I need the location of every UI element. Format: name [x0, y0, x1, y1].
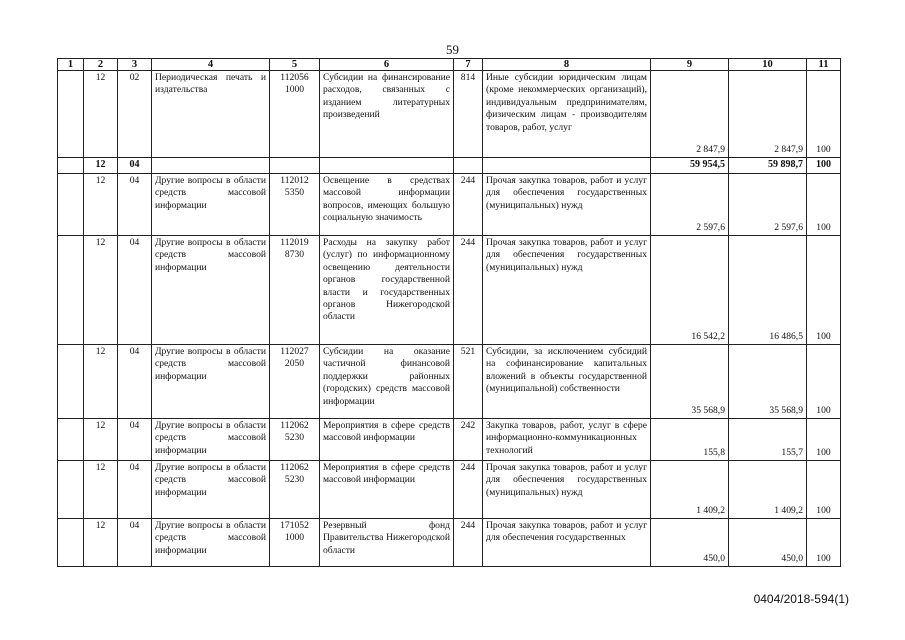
column-header: 8 — [483, 59, 651, 71]
cell-name: Другие вопросы в области средств массовой информации — [152, 174, 270, 236]
cell-col1 — [58, 158, 84, 174]
cell-percent: 100 — [807, 71, 841, 158]
budget-table — [57, 58, 841, 567]
cell-actual: 2 847,9 — [729, 71, 807, 158]
column-header: 1 — [58, 59, 84, 71]
cell-col1 — [58, 419, 84, 461]
column-header: 2 — [84, 59, 118, 71]
cell-name: Другие вопросы в области средств массовой информации — [152, 419, 270, 461]
subtotal-row — [58, 158, 841, 174]
cell-name: Другие вопросы в области средств массовой информации — [152, 519, 270, 567]
cell-target-code — [270, 158, 320, 174]
cell-percent: 100 — [807, 419, 841, 461]
cell-expense-type: 244 — [454, 519, 483, 567]
cell-target-code: 171052 1000 — [270, 519, 320, 567]
cell-section: 12 — [84, 236, 118, 345]
cell-target-code: 112056 1000 — [270, 71, 320, 158]
cell-expense-type: 244 — [454, 236, 483, 345]
cell-plan: 35 568,9 — [651, 345, 729, 419]
cell-percent: 100 — [807, 174, 841, 236]
cell-expense-name: Прочая закупка товаров, работ и услуг для обеспечения государственных — [483, 519, 651, 567]
cell-target-name: Субсидии на финансирование расходов, связанных с изданием литературных произведений — [320, 71, 454, 158]
cell-expense-name: Закупка товаров, работ, услуг в сфере информационно-коммуникационных технологий — [483, 419, 651, 461]
cell-plan: 155,8 — [651, 419, 729, 461]
cell-subsection: 02 — [118, 71, 152, 158]
page-number: 59 — [446, 42, 459, 57]
cell-percent: 100 — [807, 519, 841, 567]
cell-target-name: Освещение в средствах массовой информации вопросов, имеющих большую социальную значимость — [320, 174, 454, 236]
cell-name — [152, 158, 270, 174]
column-header: 6 — [320, 59, 454, 71]
cell-subsection: 04 — [118, 174, 152, 236]
column-header: 4 — [152, 59, 270, 71]
header-row — [58, 59, 841, 71]
cell-target-name: Расходы на закупку работ (услуг) по информационному освещению деятельности органов государственной власти и государственных органов Нижегородской области — [320, 236, 454, 345]
cell-section: 12 — [84, 519, 118, 567]
cell-subsection: 04 — [118, 519, 152, 567]
cell-expense-name: Субсидии, за исключением субсидий на софинансирование капитальных вложений в объекты государственной (муниципальной) собственности — [483, 345, 651, 419]
table-row — [58, 236, 841, 345]
cell-target-name: Резервный фонд Правительства Нижегородской области — [320, 519, 454, 567]
cell-percent: 100 — [807, 158, 841, 174]
cell-expense-type: 244 — [454, 174, 483, 236]
cell-plan: 16 542,2 — [651, 236, 729, 345]
cell-target-name: Мероприятия в сфере средств массовой информации — [320, 461, 454, 519]
cell-target-code: 112062 5230 — [270, 419, 320, 461]
cell-col1 — [58, 519, 84, 567]
cell-section: 12 — [84, 461, 118, 519]
cell-target-code: 112012 5350 — [270, 174, 320, 236]
cell-section: 12 — [84, 419, 118, 461]
document-code: 0404/2018-594(1) — [753, 592, 849, 606]
cell-col1 — [58, 345, 84, 419]
cell-col1 — [58, 236, 84, 345]
cell-col1 — [58, 71, 84, 158]
cell-percent: 100 — [807, 345, 841, 419]
cell-expense-name: Иные субсидии юридическим лицам (кроме некоммерческих организаций), индивидуальным предпринимателям, физическим лицам - производителям товаров, работ, услуг — [483, 71, 651, 158]
cell-actual: 155,7 — [729, 419, 807, 461]
column-header: 10 — [729, 59, 807, 71]
table-row — [58, 461, 841, 519]
cell-target-name: Субсидии на оказание частичной финансовой поддержки районных (городских) средств массовой информации — [320, 345, 454, 419]
cell-target-code: 112062 5230 — [270, 461, 320, 519]
cell-expense-type: 244 — [454, 461, 483, 519]
column-header: 7 — [454, 59, 483, 71]
cell-plan: 2 597,6 — [651, 174, 729, 236]
cell-col1 — [58, 461, 84, 519]
table-row — [58, 345, 841, 419]
cell-expense-type — [454, 158, 483, 174]
cell-name: Периодическая печать и издательства — [152, 71, 270, 158]
cell-section: 12 — [84, 71, 118, 158]
cell-actual: 1 409,2 — [729, 461, 807, 519]
cell-expense-type: 814 — [454, 71, 483, 158]
cell-percent: 100 — [807, 461, 841, 519]
cell-col1 — [58, 174, 84, 236]
column-header: 5 — [270, 59, 320, 71]
cell-subsection: 04 — [118, 461, 152, 519]
cell-plan: 2 847,9 — [651, 71, 729, 158]
cell-subsection: 04 — [118, 419, 152, 461]
cell-subsection: 04 — [118, 236, 152, 345]
table-row — [58, 71, 841, 158]
cell-expense-name: Прочая закупка товаров, работ и услуг для обеспечения государственных (муниципальных) нужд — [483, 236, 651, 345]
table-row — [58, 174, 841, 236]
cell-plan: 1 409,2 — [651, 461, 729, 519]
cell-target-code: 112019 8730 — [270, 236, 320, 345]
cell-expense-type: 242 — [454, 419, 483, 461]
cell-target-name — [320, 158, 454, 174]
cell-actual: 35 568,9 — [729, 345, 807, 419]
cell-actual: 2 597,6 — [729, 174, 807, 236]
table-row — [58, 519, 841, 567]
cell-name: Другие вопросы в области средств массовой информации — [152, 461, 270, 519]
cell-actual: 450,0 — [729, 519, 807, 567]
cell-expense-type: 521 — [454, 345, 483, 419]
cell-expense-name: Прочая закупка товаров, работ и услуг для обеспечения государственных (муниципальных) нужд — [483, 174, 651, 236]
cell-section: 12 — [84, 158, 118, 174]
cell-section: 12 — [84, 345, 118, 419]
table-row — [58, 419, 841, 461]
cell-plan: 59 954,5 — [651, 158, 729, 174]
cell-name: Другие вопросы в области средств массовой информации — [152, 236, 270, 345]
cell-plan: 450,0 — [651, 519, 729, 567]
cell-section: 12 — [84, 174, 118, 236]
cell-name: Другие вопросы в области средств массовой информации — [152, 345, 270, 419]
column-header: 11 — [807, 59, 841, 71]
cell-target-code: 112027 2050 — [270, 345, 320, 419]
cell-expense-name — [483, 158, 651, 174]
column-header: 3 — [118, 59, 152, 71]
cell-subsection: 04 — [118, 158, 152, 174]
column-header: 9 — [651, 59, 729, 71]
cell-actual: 59 898,7 — [729, 158, 807, 174]
cell-target-name: Мероприятия в сфере средств массовой информации — [320, 419, 454, 461]
cell-percent: 100 — [807, 236, 841, 345]
cell-expense-name: Прочая закупка товаров, работ и услуг для обеспечения государственных (муниципальных) нужд — [483, 461, 651, 519]
cell-actual: 16 486,5 — [729, 236, 807, 345]
cell-subsection: 04 — [118, 345, 152, 419]
